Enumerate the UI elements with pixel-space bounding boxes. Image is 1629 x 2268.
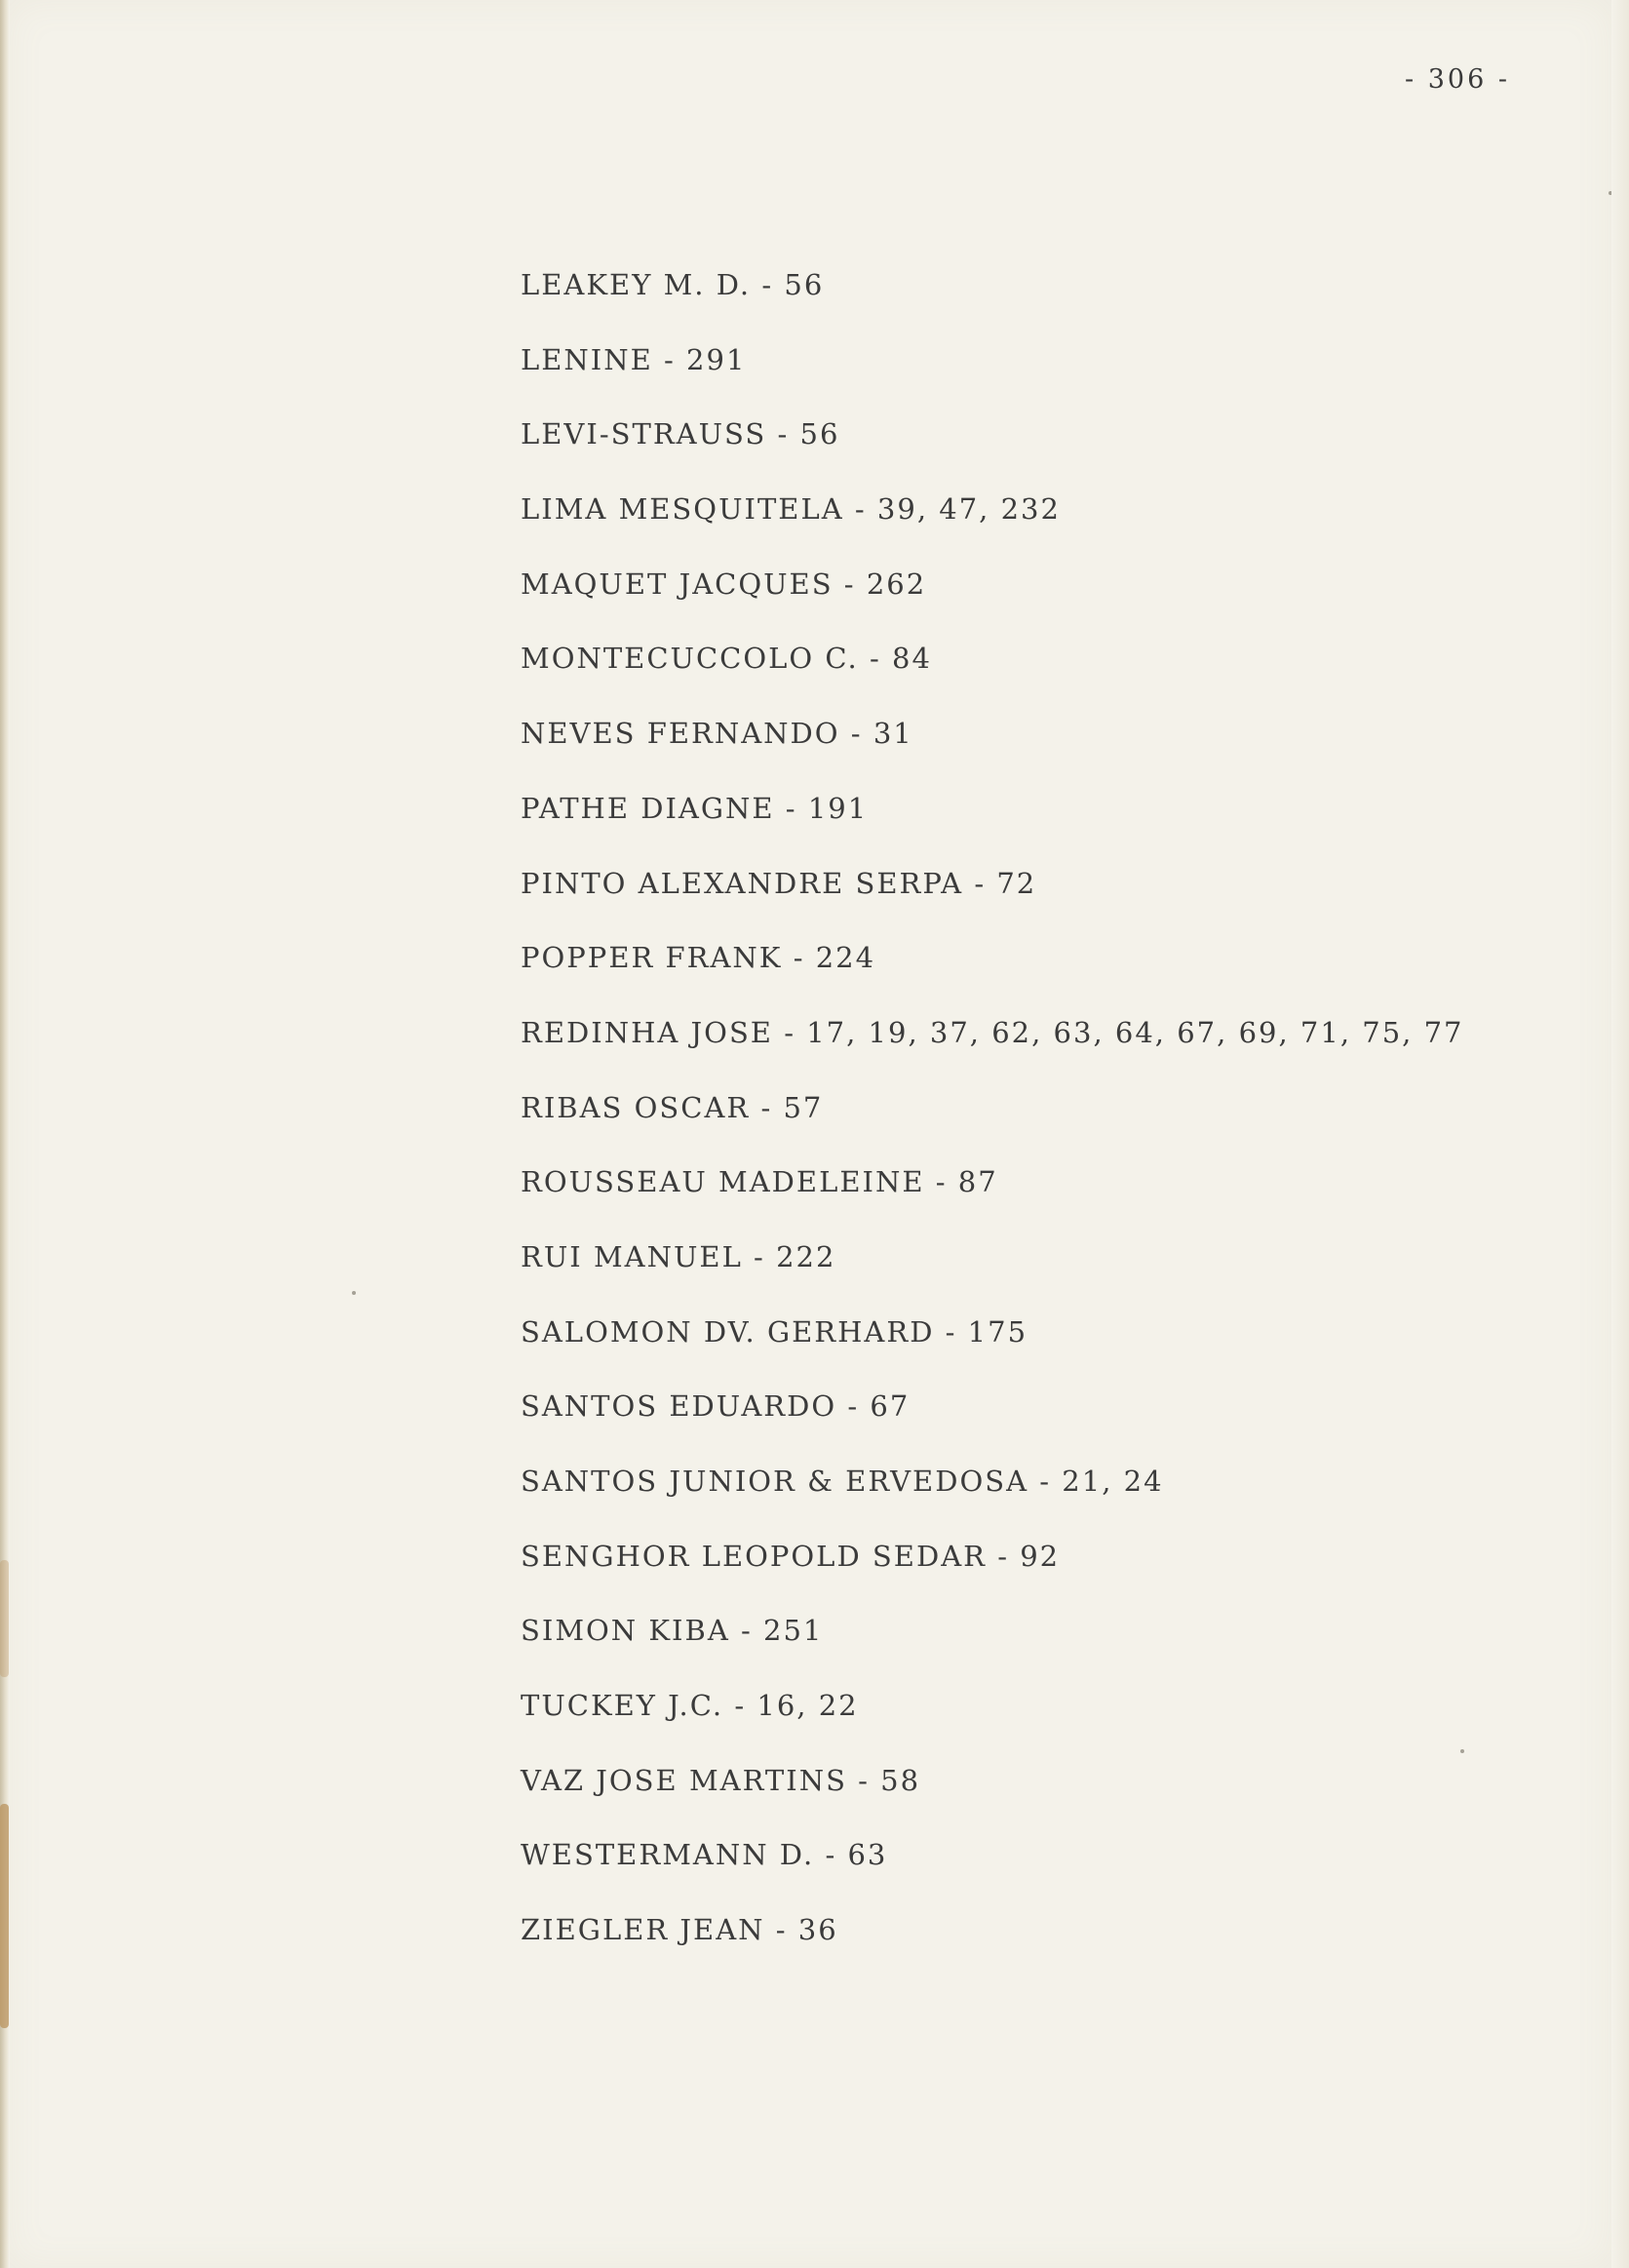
paper-edge-stain — [0, 1560, 9, 1677]
index-entry: SENGHOR LEOPOLD SEDAR - 92 — [521, 1539, 1061, 1573]
index-entry: WESTERMANN D. - 63 — [521, 1838, 888, 1872]
index-entry: LEVI-STRAUSS - 56 — [521, 417, 840, 451]
index-entry: RUI MANUEL - 222 — [521, 1239, 836, 1273]
index-entry: VAZ JOSE MARTINS - 58 — [521, 1763, 921, 1797]
index-entry: MONTECUCCOLO C. - 84 — [521, 642, 932, 676]
paper-sheet — [8, 0, 1611, 2268]
index-entry: PINTO ALEXANDRE SERPA - 72 — [521, 866, 1037, 900]
index-entry: LEAKEY M. D. - 56 — [521, 268, 825, 301]
index-entry: POPPER FRANK - 224 — [521, 941, 876, 975]
paper-speck — [1460, 1749, 1464, 1753]
index-entry: SALOMON DV. GERHARD - 175 — [521, 1314, 1028, 1349]
index-entry: REDINHA JOSE - 17, 19, 37, 62, 63, 64, 67, 69, 71, 75, 77 — [521, 1015, 1464, 1049]
index-entry: PATHE DIAGNE - 191 — [521, 791, 869, 825]
index-entry: ROUSSEAU MADELEINE - 87 — [521, 1165, 998, 1199]
index-entry: LENINE - 291 — [521, 342, 747, 376]
index-entry: TUCKEY J.C. - 16, 22 — [521, 1689, 859, 1723]
paper-right-edge — [1611, 0, 1629, 2268]
index-entry: RIBAS OSCAR - 57 — [521, 1090, 824, 1124]
name-index-list — [521, 248, 1464, 1968]
index-entry: LIMA MESQUITELA - 39, 47, 232 — [521, 492, 1061, 527]
page-number: - 306 - — [1405, 64, 1510, 95]
index-entry: SANTOS JUNIOR & ERVEDOSA - 21, 24 — [521, 1465, 1164, 1498]
index-entry: SANTOS EDUARDO - 67 — [521, 1389, 911, 1424]
index-entry: MAQUET JACQUES - 262 — [521, 567, 927, 601]
index-entry: SIMON KIBA - 251 — [521, 1614, 824, 1648]
index-entry: ZIEGLER JEAN - 36 — [521, 1913, 838, 1947]
paper-edge-stain — [0, 1804, 9, 2028]
paper-speck — [352, 1291, 356, 1295]
index-entry: NEVES FERNANDO - 31 — [521, 717, 913, 751]
